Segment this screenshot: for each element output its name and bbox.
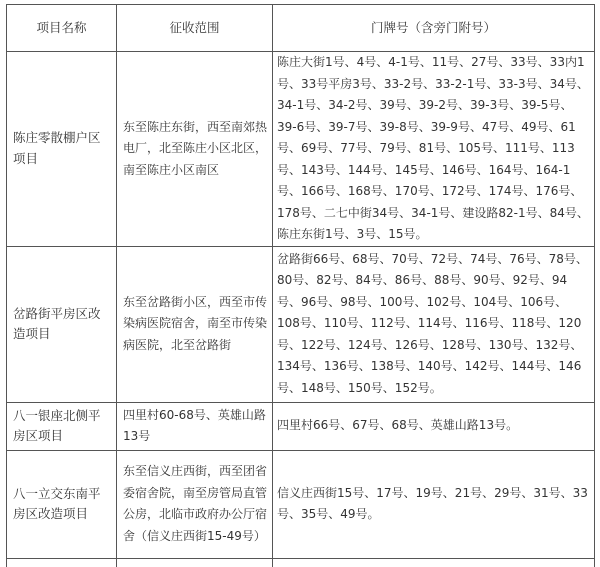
expropriation-table [6, 4, 595, 567]
table-row [7, 52, 595, 247]
header-range: 征收范围 [117, 5, 273, 52]
project-name: 八一立交东南平房区改造项目 [7, 450, 117, 558]
door-numbers: 四里村66号、67号、68号、英雄山路13号。 [273, 402, 595, 450]
header-door-numbers: 门牌号（含旁门附号） [273, 5, 595, 52]
table-row [7, 402, 595, 450]
project-name: 八一银座北侧平房区项目 [7, 402, 117, 450]
expropriation-range: 东至岔路街小区，西至市传染病医院宿舍，南至市传染病医院，北至岔路街 [117, 246, 273, 402]
table-row [7, 450, 595, 558]
project-name: 岔路街平房区改造项目 [7, 246, 117, 402]
header-row [7, 5, 595, 52]
door-numbers: 陈庄大街1号、4号、4-1号、11号、27号、33号、33内1号、33号平房3号、33-2号、33-2-1号、33-3号、34号、34-1号、34-2号、39号、39-2号、39-3号、39-5号、39-6号、39-7号、39-8号、39-9号、47号、49号、61号、69号、77号、79号、81号、105号、111号、113号、143号、144号、145号、146号、164号、164-1号、166号、168号、170号、172号、174号、176号、178号、二七中街34号、34-1号、建设路82-1号、84号、陈庄东街1号、3号、15号。 [273, 52, 595, 247]
expropriation-range: 东至陈庄东街，西至南郊热电厂，北至陈庄小区北区，南至陈庄小区南区 [117, 52, 273, 247]
expropriation-range: 四里村60-68号、英雄山路13号 [117, 402, 273, 450]
cut-off-row [7, 558, 595, 567]
table-row [7, 246, 595, 402]
door-numbers: 信义庄西街15号、17号、19号、21号、29号、31号、33号、35号、49号。 [273, 450, 595, 558]
header-project-name: 项目名称 [7, 5, 117, 52]
door-numbers: 岔路街66号、68号、70号、72号、74号、76号、78号、80号、82号、84号、86号、88号、90号、92号、94号、96号、98号、100号、102号、104号、106号、108号、110号、112号、114号、116号、118号、120号、122号、124号、126号、128号、130号、132号、134号、136号、138号、140号、142号、144号、146号、148号、150号、152号。 [273, 246, 595, 402]
project-name: 陈庄零散棚户区项目 [7, 52, 117, 247]
expropriation-range: 东至信义庄西街，西至团省委宿舍院，南至房管局直管公房，北临市政府办公厅宿舍（信义庄西街15-49号） [117, 450, 273, 558]
